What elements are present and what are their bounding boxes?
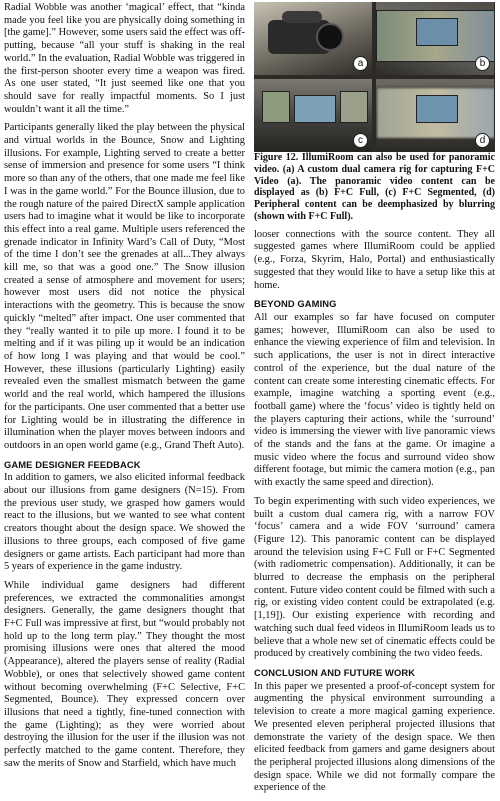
tv-screen (294, 95, 336, 123)
caption-label: Figure 12. (254, 152, 299, 163)
right-column (254, 2, 495, 801)
paragraph-designers-preferences: While individual game designers had different preferences, we extracted the commonalities amongst designers. Generally, the game designers thought that F+C Full was impressive at first, but “would probably not hold up to the long term play.” They thought the most promising illusions were ones that altered the mood (Appearance), altered the players sense of reality (Radial Wobble), or ones that selectively showed game content without becoming overwhelming (F+C Selective, F+C Segmented, Bounce). They expressed concern over illusions that need a tightly, fine-tuned connection with the game (Lighting); as they were worried about destroying the illusion for the user if the illusion was not perfectly matched to the game content. Therefore, they saw the merits of Snow and Starfield, which have much (4, 579, 245, 769)
left-column (4, 2, 245, 776)
heading-beyond-gaming: BEYOND GAMING (254, 298, 337, 310)
heading-game-designer-feedback: GAME DESIGNER FEEDBACK (4, 458, 141, 470)
panel-b-full (376, 2, 494, 75)
heading-conclusion: CONCLUSION AND FUTURE WORK (254, 666, 416, 678)
paragraph-looser-connections: looser connections with the source content. They all suggested games where IllumiRoom could be applied (e.g., Forza, Skyrim, Halo, Portal) and enthusiastically suggested that they would like to have a setup like this at home. (254, 228, 495, 291)
paragraph-dual-camera: To begin experimenting with such video experiences, we built a custom dual camera rig, with a narrow FOV ‘focus’ camera and a wide FOV ‘surround’ camera (Figure 12). This panoramic content can be displayed around the television using F+C Full or F+C Segmented (with radiometric compensation). Additionally, it can be blurred to decrease the emphasis on the peripheral content. Future video content could be filmed with such a rig, or existing video content could be extrapolated (e.g. [1,19]). Our existing experience with recording and watching such dual feed videos in IllumiRoom leads us to believe that a whole new set of cinematic effects could be produced by creatively combining the two video feeds. (254, 495, 495, 660)
paragraph-designers-intro: In addition to gamers, we also elicited informal feedback about our illusions from game designers (N=15). From the previous user study, we grasped how gamers would react to the illusions, but we wanted to see what content creators thought about the design space. We showed the illusions to three groups, each composed of five game designers or game artists. Each participant had more than 5 years of experience in the game industry. (4, 472, 245, 573)
camera-top-unit (282, 11, 322, 23)
panel-label-a: a (353, 56, 368, 71)
paragraph-beyond-gaming: All our examples so far have focused on computer games; however, IllumiRoom can also be used to enhance the viewing experience of film and television. In such applications, the user is not in direct interactive control of the experience, but the dual nature of the content can create some interesting cinematic effects. For example, imagine watching a sporting event (e.g., football game) where the ‘focus’ video is tightly held on the players capturing their actions, while the ‘surround’ video is immersing the viewer with live panoramic views of the stands and the fans at the game. Or imagine a music video where the focus and surround video show different footage, but mimic the camera motion (e.g., pan with exactly the same speed and direction). (254, 312, 495, 489)
segment-left (262, 91, 290, 123)
panel-d-blurred (376, 79, 494, 152)
figure-12-image (254, 2, 495, 152)
figure-caption (254, 152, 495, 223)
caption-text: IllumiRoom can also be used for panoramic video. (a) A custom dual camera rig for capturing F+C Video (a). The panoramic video content can be displayed as (b) F+C Full, (c) F+C Segmented, (d) Peripheral content can be deemphasized by blurring (shown with F+C Full). (254, 152, 495, 222)
panel-label-c: c (353, 133, 368, 148)
panel-a-camera-rig (254, 2, 372, 75)
tv-screen (416, 95, 458, 123)
panel-label-d: d (475, 133, 490, 148)
panel-c-segmented (254, 79, 372, 152)
paragraph-radial-wobble: Radial Wobble was another ‘magical’ effect, that “kinda made you feel like you are physically doing something in [the game].” However, some users said the effect was off-putting, because “all your stuff is shaking in the real world.” In the evaluation, Radial Wobble was triggered in the first-person shooter every time a weapon was fired. As one user stated, “It just seemed like one that you should save for really impactful moments. So I just wouldn’t want it all the time.” (4, 2, 245, 115)
camera-lens (316, 23, 344, 51)
tv-screen (416, 18, 458, 46)
panel-label-b: b (475, 56, 490, 71)
paragraph-participants: Participants generally liked the play between the physical and virtual worlds in the Bounce, Snow and Lighting illusions. For example, Lighting served to create a better sense of immersion and presence for some users “I think more so than any of the others, that one made me feel like I was in the game world.” For the Bounce illusion, due to the rough nature of the paired DirectX sample application users had to imagine what it would be like to incorporate this effect into a real game. Multiple users referenced the grenade indicator in Infinity Ward’s Call of Duty, “Most of the time I don’t see the grenades at all...They always kill me, so that was a good one.” The Snow illusion created a sense of atmosphere and movement for users; however most users did not notice the physical interactions with the geometry. This is because the snow quickly “melted” after impact. One user commented that they “really wanted it to pile up more. I found it to be melting and if it was piling up it would be an indication of how long I was playing and that would be cool.” However, these illusions (particularly Lighting) easily revealed even the smallest mismatch between the game world and the real world, which hampered the illusions for the participants. One user commented that a better use for Lighting would be in illustrating the difference in illumination when the player moves between indoors and outdoors in an open world game (e.g., Grand Theft Auto). (4, 122, 245, 451)
segment-right (340, 91, 368, 123)
paragraph-conclusion: In this paper we presented a proof-of-concept system for augmenting the physical environment surrounding a television to create a more magical gaming experience. We presented eleven peripheral projected illusions that demonstrate the variety of the design space. We then elicited feedback from gamers and game designers about the peripheral projected illusions along dimensions of the design space. While we did not formally compare the experience of the (254, 680, 495, 794)
